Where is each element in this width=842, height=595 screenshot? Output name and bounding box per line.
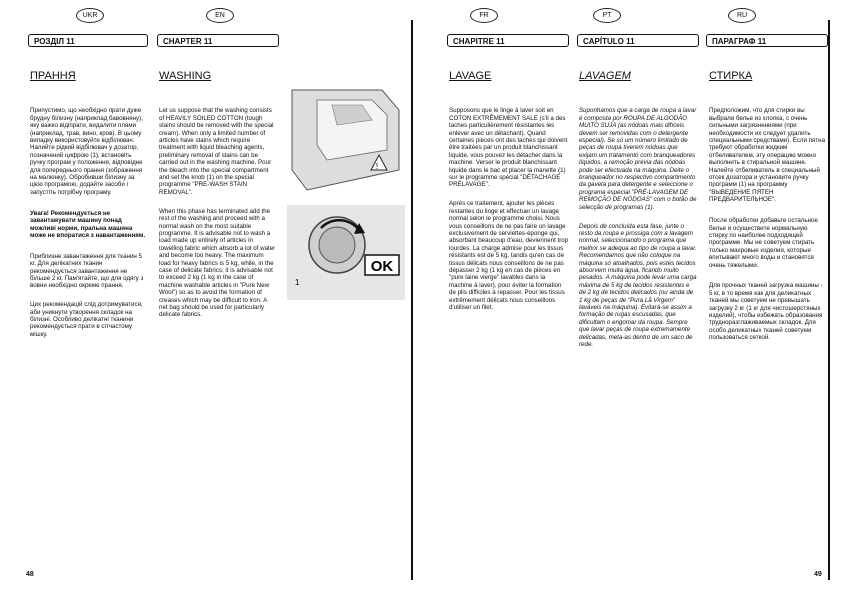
paragraph: Après ce traitement, ajouter les pièces restantes du linge et effectuer un lavage normal selon le programme choisi. Nous vous conseillons de ne pas faire un lavage exclusivement de serviettes-éponge qui, absorbant beaucoup d'eau, deviennent trop lourdes. La charge admise pour les tissus résistants est de 5 kg, tandis qu'en cas de tissus délicats nous conseillons de ne pas dépasser 2 kg (1 kg en cas de pièces en "pure laine vierge" lavables dans la machine à laver), pour éviter la formation de plis difficiles à repasser. Pour les tissus extrêmement délicats nous conseillons d'utiliser un filet.	[449, 200, 569, 311]
paragraph: Цих рекомендацій слід дотримуватися, аби уникнути утворення складок на білизні. Особливо делікатні тканини рекомендується прати в сітчастому мішку.	[30, 301, 143, 338]
body-text-ukr	[30, 100, 148, 346]
chapter-heading-en: CHAPTER 11	[157, 34, 279, 47]
paragraph: Let us suppose that the washing consists of HEAVILY SOILED COTTON (tough stains should be removed with the special cream). When only a limited number of articles have stains which require treatment with liquid bleaching agents, preliminary removal of stains can be carried out in the washing machine. Pour the bleach into the special compartment and set the knob (1) on the special programme "PRE-WASH STAIN REMOVAL".	[159, 107, 274, 196]
chapter-heading-fr: CHAPITRE 11	[447, 34, 569, 47]
paragraph: When this phase has terminated add the rest of the washing and proceed with a normal wash on the most suitable programme. It is advisable not to wash a load made up entirely of articles in towelling fabric which absorb a lot of water and become too heavy. The maximum load for heavy fabrics is 5 kg, while, in the case of delicate fabrics, it is advisable not to exceed 2 kg (1 kg in the case of machine washable articles in "Pure New Wool") so as to avoid the formation of creases which may be difficult to iron. A net bag should be used for particularly delicate fabrics.	[159, 207, 276, 319]
page-number-right: 49	[814, 571, 822, 578]
section-title-ru: СТИРКА	[709, 70, 753, 82]
ok-label: OK	[370, 258, 394, 275]
paragraph: Для прочных тканей загрузка машины - 5 кг, в то время как для деликатных тканей мы советуем не превышать загрузку 2 кг (1 кг для чистошерстяных изделий), чтобы избежать образования трудноразглаживаемых складок. Для особо деликатных тканей советуем пользоваться сеткой.	[709, 282, 823, 342]
paragraph: Приблизне завантаження для тканин 5 кг. Для делікатних тканин рекомендується завантаження не більше 2 кг. Пам'ятайте, що для одягу з вовни необхідно окреме прання.	[30, 252, 144, 290]
body-text-ru	[709, 100, 827, 349]
lang-badge-pt: PT	[593, 8, 621, 23]
separator-right	[828, 20, 830, 580]
paragraph: Depois de concluída esta fase, junte o resto da roupa e prossiga com a lavagem normal, seleccionando o programa que melhor se adequa ao tipo de roupa a lavar. Recomendamos que não coloque na máquina só atoalhados, pois estes tecidos absorvem muita água, ficando muito pesados. A máquina pode levar uma carga máxima de 5 kg de tecidos resistentes e de 2 kg de tecidos delicados (ou ainda de 1 kg de peças de "Pura Lã Virgem" laváveis na máquina). Evitará-se assim a formação de rugas escusadas, que dificultam o engomar da roupa. Sempre que lavar peças de roupa extremamente delicadas, meta-as dentro de um saco de rede.	[579, 222, 697, 348]
lang-badge-ukr: UKR	[76, 8, 104, 23]
separator-left	[411, 20, 413, 580]
lang-badge-en: EN	[206, 8, 234, 23]
chapter-heading-pt: CAPÍTULO 11	[577, 34, 699, 47]
body-text-fr	[449, 100, 569, 319]
lang-badge-fr: FR	[470, 8, 498, 23]
svg-text:!: !	[375, 162, 379, 171]
paragraph: Предположим, что для стирки вы выбрали белье из хлопка, с очень сильными загрязнениями (при необходимости их следует удалить специальными средствами). Если пятна требуют обработки жидким отбеливателем, эту операцию можно выполнить в стиральной машине. Налейте отбеливатель в специальный отсек дозатора и установите ручку программ (1) на программу "ВЫВЕДЕНИЕ ПЯТЕН ПРЕДВАРИТЕЛЬНОЕ".	[709, 107, 826, 204]
chapter-heading-ukr: РОЗДІЛ 11	[28, 34, 148, 47]
paragraph: Увага! Рекомендується не завантажувати машину понад можливі норми, пральна машина може не впоратися з навантаженням.	[30, 209, 146, 239]
figure-number: 1	[295, 278, 300, 287]
chapter-heading-ru: ПАРАГРАФ 11	[706, 34, 828, 47]
section-title-en: WASHING	[159, 70, 212, 82]
section-title-fr: LAVAGE	[449, 70, 492, 82]
section-title-ukr: ПРАННЯ	[30, 70, 76, 82]
paragraph: Supposons que le linge à laver soit en COTON EXTRÊMEMENT SALE (s'il a des taches particulièrement résistantes les enlever avec un détachant). Quand certaines pièces ont des taches qui doivent être traitées par un produit blanchissant liquide, vous pouvez les détacher dans la machine. Verser le produit blanchissant liquide dans le bac et placer la manette (1) sur le programme spécial "DÉTACHAGE PRÉLAVAGE".	[449, 107, 568, 189]
paragraph: Suponhamos que a carga de roupa a lavar é composta por ROUPA DE ALGODÃO MUITO SUJA (as nódoas mais difíceis devem ser removidas com o detergente especial). Se só um número limitado de peças de roupa tiverem nódoas que exijam um tratamento com branqueadores líquidos, a remoção prévia das nódoas pode ser efectuada na máquina. Deite o branqueador no respectivo compartimento da gaveta para detergente e seleccione o programa especial "PRÉ-LAVAGEM DE REMOÇÃO DE NÓDOAS" com o botão de selecção de programas (1).	[579, 107, 697, 211]
section-title-pt: LAVAGEM	[579, 70, 631, 82]
body-text-en	[159, 100, 277, 326]
body-text-pt	[579, 100, 697, 356]
lang-badge-ru: RU	[728, 8, 756, 23]
paragraph: После обработки добавьте остальное белье и осуществите нормальную стирку по наиболее подходящей программе. Мы не советуем стирать только махровые изделия, которые впитывают много воды и становятся очень тяжелыми.	[709, 217, 818, 269]
paragraph: Припустимо, що необхідно прати дуже брудну білизну (наприклад бавовняну), яку важко відіпрати, видалити плями (наприклад, трав, вино, кров). В цьому випадку використовуйте відбілювач. Налийте рідкий відбілювач у дозатор, позначений цифрою (1), встановіть ручку програм у положення, відповідне для попереднього прання (зображення на малюнку). Обробивши білизну за цією програмою, додайте засоби і запустіть потрібну програму.	[30, 107, 143, 196]
washing-machine-illustration	[287, 80, 405, 300]
page-number-left: 48	[26, 571, 34, 578]
